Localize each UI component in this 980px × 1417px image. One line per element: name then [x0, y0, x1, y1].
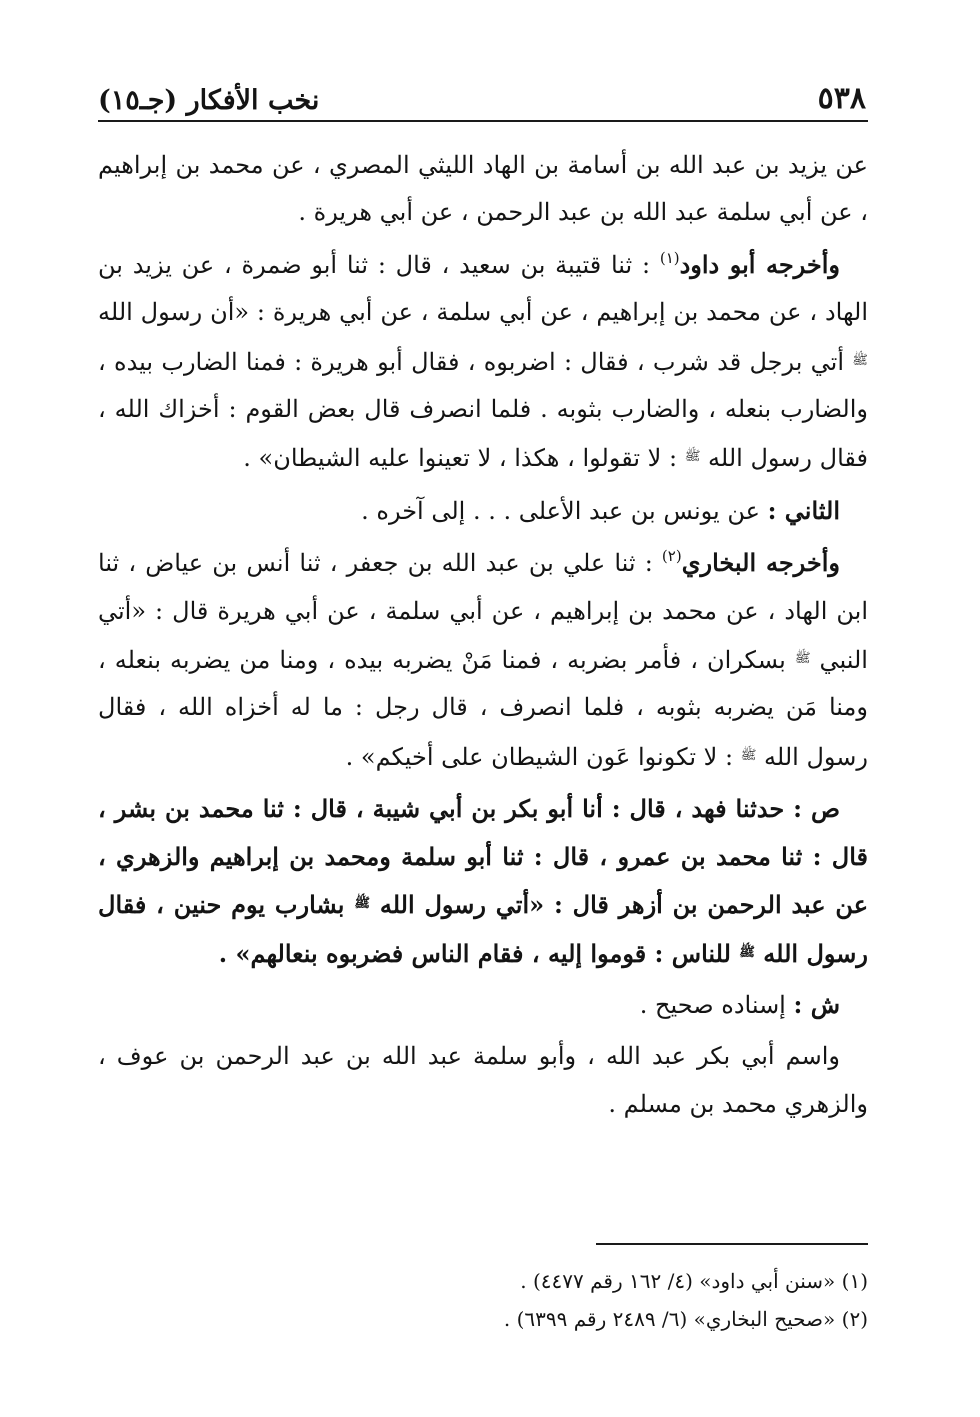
running-title: نخب الأفكار (جـ١٥)	[98, 85, 320, 116]
paragraph-7	[98, 1033, 868, 1128]
bold-text: ش :	[793, 989, 840, 1019]
salla-glyph: ﷺ	[794, 651, 811, 667]
bold-text: للناس : قوموا إليه ، فقام الناس فضربوه بنعالهم» .	[218, 938, 740, 968]
text-segment: عن يونس بن عبد الأعلى . . . إلى آخره .	[361, 496, 768, 525]
salla-glyph: ﷺ	[852, 352, 868, 368]
footnotes	[98, 1262, 868, 1338]
salla-glyph: ﷺ	[739, 944, 755, 960]
page-number: ٥٣٨	[817, 81, 866, 116]
paragraph-3	[98, 487, 868, 535]
text-segment: أتي برجل قد شرب ، فقال : اضربوه ، فقال أبو هريرة : فمنا الضارب بيده ، والضارب بنعله ، والضارب بثوبه . فلما انصرف قال بعض القوم : أخزاك الله ، فقال رسول الله	[98, 347, 868, 473]
text-segment: واسم أبي بكر عبد الله ، وأبو سلمة عبد الله بن عبد الرحمن بن عوف ، والزهري محمد بن مسلم .	[98, 1042, 868, 1118]
text-segment: بسكران ، فأمر بضربه ، فمنا مَنْ يضربه بيده ، ومنا من يضربه بنعله ، ومنا مَن يضربه بثوبه ، فلما انصرف ، قال رجل : ما له أخزاه الله ، فقال رسول الله	[98, 646, 868, 771]
page-body	[98, 142, 868, 1132]
paragraph-4	[98, 539, 868, 781]
salla-glyph: ﷺ	[354, 896, 371, 912]
bold-text: الثاني :	[767, 495, 840, 525]
footnote-1: (١) «سنن أبي داود» (٤/ ١٦٢ رقم ٤٤٧٧) .	[520, 1269, 868, 1293]
bold-text: بشارب يوم حنين ، فقال رسول الله	[98, 890, 868, 968]
text-segment: : لا تكونوا عَون الشيطان على أخيكم» .	[345, 742, 741, 771]
salla-glyph: ﷺ	[684, 449, 701, 465]
text-segment: عن يزيد بن عبد الله بن أسامة بن الهاد الليثي المصري ، عن محمد بن إبراهيم ، عن أبي سلمة عبد الله بن عبد الرحمن ، عن أبي هريرة .	[98, 151, 868, 227]
bold-text: ص : حدثنا فهد ، قال : أنا أبو بكر بن أبي شيبة ، قال : ثنا محمد بن بشر ، قال : ثنا محمد بن عمرو ، قال : ثنا أبو سلمة ومحمد بن إبراهيم والزهري ، عن عبد الرحمن بن أزهر قال : «أتي رسول الله	[98, 794, 869, 920]
footnote-ref: (٢)	[661, 547, 682, 566]
text-segment: : ثنا قتيبة بن سعيد ، قال : ثنا أبو ضمرة ، عن يزيد بن الهاد ، عن محمد بن إبراهيم ، عن أبي سلمة ، عن أبي هريرة : «أن رسول الله	[98, 250, 868, 327]
header-rule	[98, 120, 868, 122]
text-segment: إسناده صحيح .	[639, 990, 794, 1019]
footnote-2: (٢) «صحيح البخاري» (٦/ ٢٤٨٩ رقم ٦٣٩٩) .	[503, 1307, 868, 1331]
text-segment: : لا تقولوا ، هكذا ، لا تعينوا عليه الشيطان» .	[243, 444, 685, 473]
bold-text: وأخرجه أبو داود	[679, 249, 840, 279]
paragraph-2	[98, 241, 868, 483]
page-header	[98, 74, 866, 114]
salla-glyph: ﷺ	[740, 747, 757, 763]
bold-text: وأخرجه البخاري	[681, 548, 840, 578]
footnote-rule	[596, 1243, 868, 1245]
text-segment: : ثنا علي بن عبد الله بن جعفر ، ثنا أنس بن عياض ، ثنا ابن الهاد ، عن محمد بن إبراهيم ، عن أبي سلمة ، عن أبي هريرة قال : «أتي النبي	[98, 549, 868, 675]
paragraph-5	[98, 785, 868, 977]
footnote-ref: (١)	[659, 248, 680, 267]
paragraph-1	[98, 142, 868, 237]
paragraph-6	[98, 981, 868, 1029]
